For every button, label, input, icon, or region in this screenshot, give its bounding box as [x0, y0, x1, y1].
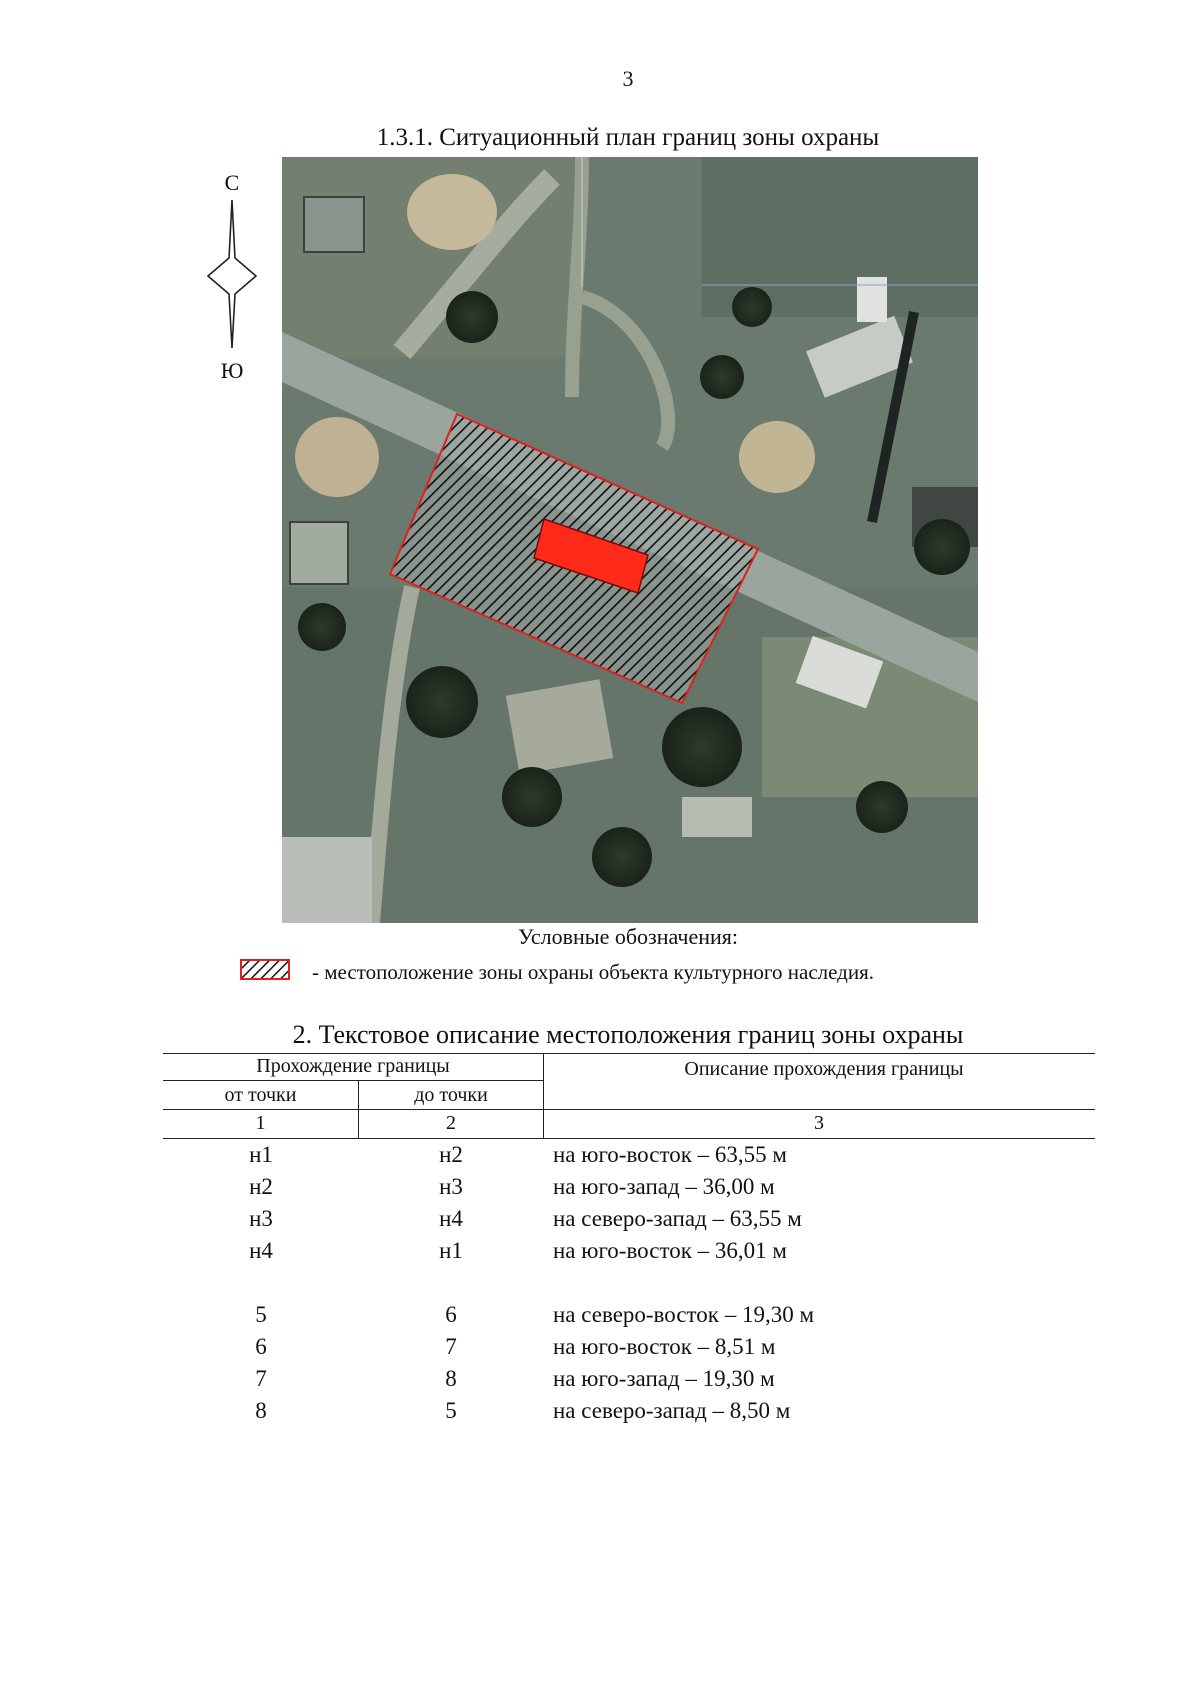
row-from: 6 [255, 1334, 267, 1359]
legend-title: Условные обозначения: [517, 924, 739, 949]
section-title: 2. Текстовое описание местоположения границ зоны охраны [292, 1020, 964, 1049]
row-from: 7 [255, 1366, 267, 1391]
row-to: 6 [445, 1302, 457, 1327]
row-description: на юго-запад – 36,00 м [553, 1174, 775, 1199]
table-header-bottom-rule [163, 1138, 1095, 1139]
col-number-2: 2 [446, 1112, 456, 1134]
table-numbers-rule [163, 1109, 1095, 1110]
row-to: 7 [445, 1334, 457, 1359]
compass-north-label: С [224, 170, 240, 195]
legend-hatch-swatch-icon [240, 959, 290, 980]
legend-item-text: - местоположение зоны охраны объекта культурного наследия. [312, 960, 875, 984]
row-to: н3 [439, 1174, 463, 1199]
row-from: 5 [255, 1302, 267, 1327]
satellite-image [282, 157, 978, 923]
compass-rose [202, 170, 262, 383]
row-from: н3 [249, 1206, 273, 1231]
header-from: от точки [224, 1084, 297, 1106]
row-description: на северо-запад – 8,50 м [553, 1398, 791, 1423]
header-description: Описание прохождения границы [684, 1058, 964, 1080]
row-from: н4 [249, 1238, 273, 1263]
plan-title: 1.3.1. Ситуационный план границ зоны охраны [376, 124, 880, 151]
row-from: н2 [249, 1174, 273, 1199]
row-to: н1 [439, 1238, 463, 1263]
table-sub-rule [163, 1080, 543, 1081]
row-description: на юго-восток – 8,51 м [553, 1334, 776, 1359]
row-description: на юго-восток – 63,55 м [553, 1142, 787, 1167]
compass-south-label: Ю [220, 358, 244, 383]
row-to: н4 [439, 1206, 463, 1231]
row-from: н1 [249, 1142, 273, 1167]
situational-map [282, 157, 978, 923]
header-passage: Прохождение границы [256, 1055, 450, 1077]
row-description: на юго-восток – 36,01 м [553, 1238, 787, 1263]
page-number: 3 [622, 66, 634, 91]
compass-arrow-icon [202, 198, 262, 378]
row-to: 5 [445, 1398, 457, 1423]
row-to: н2 [439, 1142, 463, 1167]
col-number-3: 3 [814, 1112, 824, 1134]
row-description: на северо-запад – 63,55 м [553, 1206, 802, 1231]
col-number-1: 1 [255, 1112, 266, 1134]
row-description: на северо-восток – 19,30 м [553, 1302, 815, 1327]
row-description: на юго-запад – 19,30 м [553, 1366, 775, 1391]
row-from: 8 [255, 1398, 267, 1423]
row-to: 8 [445, 1366, 457, 1391]
table-top-rule [163, 1053, 1095, 1054]
header-to: до точки [414, 1084, 488, 1106]
